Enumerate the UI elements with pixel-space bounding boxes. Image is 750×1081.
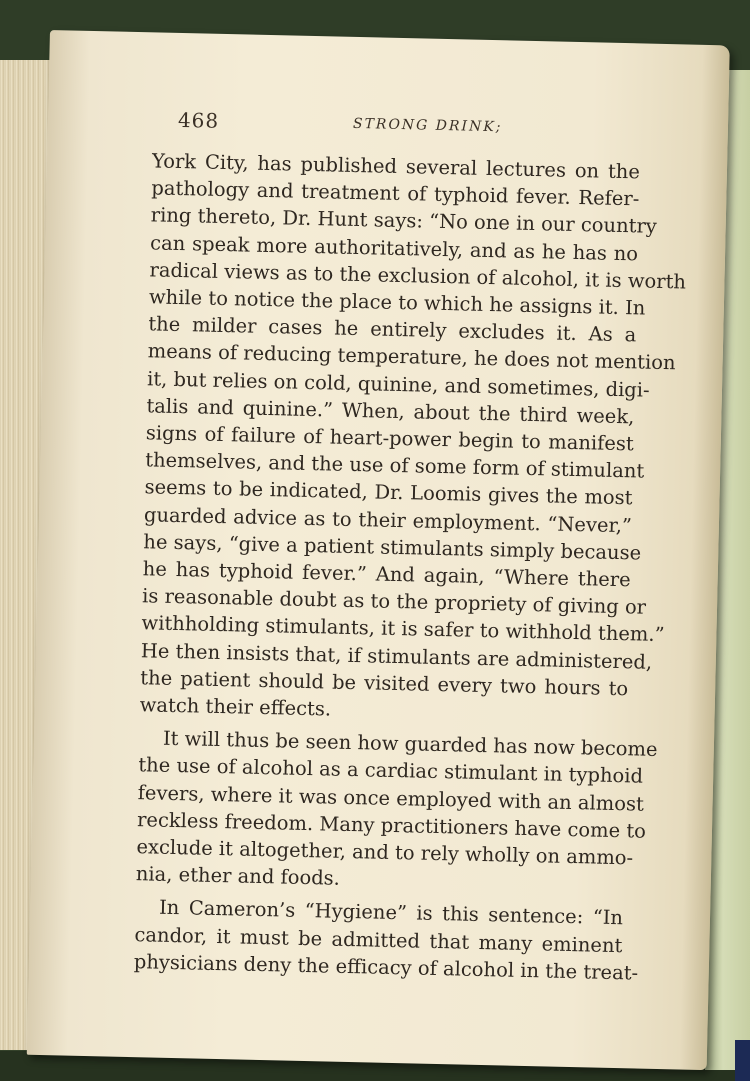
paragraph bbox=[135, 724, 658, 898]
page-number: 468 bbox=[177, 107, 220, 133]
text-line: is reasonable doubt as to the propriety of giving or bbox=[141, 584, 647, 619]
text-line: reckless freedom. Many practitioners have come to bbox=[136, 808, 647, 843]
text-line: nia, ether and foods. bbox=[135, 862, 341, 891]
text-line: signs of failure of heart-power begin to manifest bbox=[145, 421, 635, 456]
text-line: can speak more authoritatively, and as he has no bbox=[149, 230, 639, 266]
text-line: It will thus be seen how guarded has now become bbox=[162, 727, 658, 762]
text-line: seems to be indicated, Dr. Loomis gives the most bbox=[144, 475, 633, 510]
text-line: watch their effects. bbox=[139, 693, 332, 721]
text-line: the milder cases he entirely excludes it. As a bbox=[148, 312, 637, 347]
text-line: candor, it must be admitted that many eminent bbox=[134, 922, 623, 957]
paragraph bbox=[133, 894, 639, 987]
text-line: fevers, where it was once employed with an almost bbox=[137, 780, 645, 816]
text-line: the patient should be visited every two hours to bbox=[140, 666, 629, 701]
text-line: he has typhoid fever.” And again, “Where there bbox=[142, 557, 631, 592]
text-line: He then insists that, if stimulants are administered, bbox=[140, 638, 653, 674]
text-line: ring thereto, Dr. Hunt says: “No one in our country bbox=[150, 203, 658, 239]
text-line: the use of alcohol as a cardiac stimulant in typhoid bbox=[138, 753, 644, 789]
book-binding-corner bbox=[735, 1040, 750, 1081]
text-line: physicians deny the efficacy of alcohol in the treat- bbox=[133, 950, 639, 985]
text-line: radical views as to the exclusion of alcohol, it is worth bbox=[149, 258, 687, 294]
running-head: STRONG DRINK; bbox=[352, 115, 503, 136]
text-line: he says, “give a patient stimulants simply because bbox=[143, 530, 642, 565]
paragraph bbox=[139, 147, 687, 729]
text-line: means of reducing temperature, he does not mention bbox=[147, 339, 676, 375]
text-line: while to notice the place to which he assigns it. In bbox=[148, 285, 646, 320]
text-line: York City, has published several lectures on the bbox=[151, 149, 641, 184]
book-page bbox=[27, 30, 730, 1070]
text-line: exclude it altogether, and to rely wholly on ammo- bbox=[136, 835, 634, 870]
text-line: guarded advice as to their employment. “Never,” bbox=[143, 502, 633, 537]
text-line: themselves, and the use of some form of stimulant bbox=[145, 448, 645, 483]
text-line: it, but relies on cold, quinine, and sometimes, digi- bbox=[146, 366, 650, 402]
text-line: withholding stimulants, it is safer to withhold them.” bbox=[141, 611, 665, 647]
text-line: In Cameron’s “Hygiene” is this sentence: “In bbox=[158, 896, 624, 930]
text-line: talis and quinine.” When, about the third week, bbox=[146, 394, 635, 429]
text-line: pathology and treatment of typhoid fever. Refer- bbox=[151, 176, 640, 211]
body-text bbox=[133, 147, 687, 986]
